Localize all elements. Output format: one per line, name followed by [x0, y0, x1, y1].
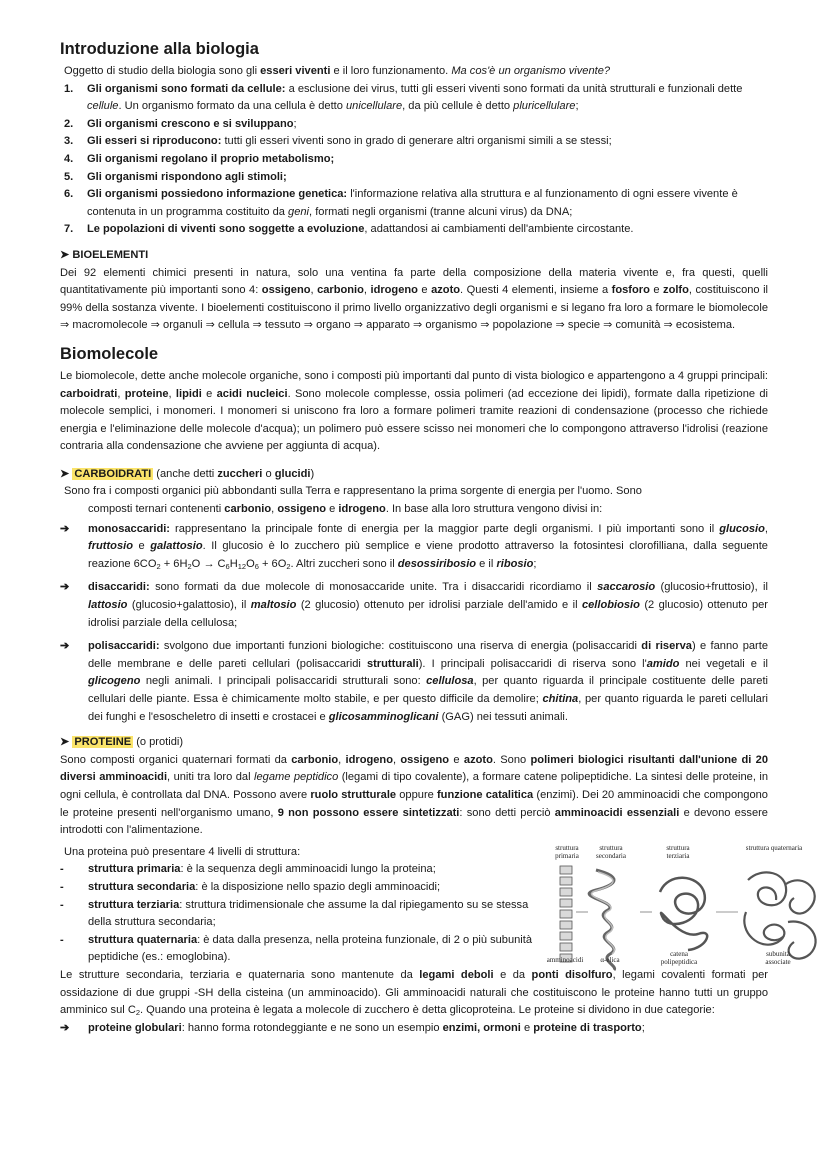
proteine-bonds-paragraph: Le strutture secondaria, terziaria e quaternaria sono mantenute da legami deboli e da ponti disolfuro, legami covalenti formati per ossidazione di due gruppi -SH della cisteina (un amminoacido). Gli amminoacidi naturali che costituiscono le proteine hanno tutti un gruppo amminico sul $C_2$. Quando una proteina è legata a molecole di zucchero è detta glicoproteina. Le proteine si dividono in due categorie: — [60, 968, 769, 1018]
quaternary-subunits — [744, 872, 815, 958]
intro-title: Introduzione alla biologia — [60, 40, 259, 58]
protein-structure-block — [60, 843, 803, 967]
label-quaternary: struttura quaternaria — [745, 843, 803, 852]
biomolecole-title: Biomolecole — [60, 344, 159, 363]
list-item: - struttura secondaria: è la disposizione nello spazio degli amminoacidi; — [60, 880, 441, 893]
list-item: 1. Gli organismi sono formati da cellule: a esclusione dei virus, tutti gli esseri viventi sono formati da unità strutturali e funzionali dette cellule. Un organismo formato da una cellula è detto unicellulare, da più cellule è detto pluricellulare; — [64, 82, 743, 113]
bioelementi-paragraph: Dei 92 elementi chimici presenti in natura, solo una ventina fa parte della composizione della materia vivente e, fra questi, quelli quantitativamente più importanti sono 4: ossigeno, carbonio, idrogeno e azoto. Questi 4 elementi, insieme a fosforo e zolfo, costituiscono il 99% della sostanza vivente. I bioelementi costituiscono il primo livello organizzativo degli organismi e si legano fra loro a formare le biomolecole ⇒ macromolecole ⇒ organuli ⇒ cellula ⇒ tessuto ⇒ organo ⇒ apparato ⇒ organismo ⇒ popolazione ⇒ specie ⇒ comunità ⇒ ecosistema. — [60, 266, 769, 332]
structure-levels-list — [60, 844, 550, 967]
list-item: 4. Gli organismi regolano il proprio metabolismo; — [64, 152, 335, 165]
list-item: 6. Gli organismi possiedono informazione genetica: l'informazione relativa alla struttura e al funzionamento di ogni essere vivente è contenuta in un programma costituito da geni, formati negli organismi (tranne alcuni virus) da DNA; — [64, 188, 738, 218]
bioelementi-heading: ➤ BIOELEMENTI — [60, 248, 149, 261]
label-tertiary: struttura terziaria — [666, 843, 690, 860]
label-chain: catena polipeptidica — [660, 949, 698, 966]
list-item: 2. Gli organismi crescono e si sviluppano; — [64, 117, 297, 130]
biomolecole-paragraph: Le biomolecole, dette anche molecole organiche, sono i composti più importanti dal punto di vista biologico e appartengono a 4 gruppi principali: carboidrati, proteine, lipidi e acidi nucleici. Sono molecole complesse, ossia polimeri (ad eccezione dei lipidi), formate dalla ripetizione di molecole semplici, i monomeri. I monomeri si uniscono fra loro a formare polimeri tramite reazioni di condensazione (processo che richiede energia e l'eliminazione delle molecole d'acqua); un polimero può essere scisso nei monomeri che lo compongono attraverso l'idrolisi (reazione contraria alla condensazione che avviene per aggiunta di acqua). — [60, 369, 768, 453]
proteine-paragraph: Sono composti organici quaternari formati da carbonio, idrogeno, ossigeno e azoto. Sono polimeri biologici risultanti dall'unione di 20 diversi amminoacidi, uniti tra loro dal legame peptidico (legami di tipo covalente), a formare catene polipeptidiche. La sintesi delle proteine, in ogni cellula, è controllata dal DNA. Possono avere ruolo strutturale oppure funzione catalitica (enzimi). Dei 20 amminoacidi che compongono le proteine presenti nell'organismo umano, 9 non possono essere sintetizzati: sono detti perciò amminoacidi essenziali e devono essere introdotti con l'alimentazione. — [60, 753, 769, 837]
list-item: 5. Gli organismi rispondono agli stimoli; — [64, 170, 287, 183]
carboidrati-heading: ➤ CARBOIDRATI (anche detti zuccheri o glucidi) — [60, 467, 315, 480]
list-item: - struttura quaternaria: è data dalla presenza, nella proteina funzionale, di 2 o più subunità peptidiche (es.: emoglobina). — [60, 933, 533, 964]
traits-list — [60, 81, 768, 239]
carboidrati-intro: Sono fra i composti organici più abbondanti sulla Terra e rappresentano la prima sorgente di energia per l'uomo. Sono — [64, 485, 642, 498]
list-item: 7. Le popolazioni di viventi sono soggette a evoluzione, adattandosi ai cambiamenti dell'ambiente circostante. — [64, 223, 634, 236]
label-subunits: subunità associate — [765, 949, 791, 966]
list-item: - struttura terziaria: struttura tridimensionale che assume la dal ripiegamento su se stessa della struttura secondaria; — [60, 898, 529, 929]
globular-proteins-item: ➔ proteine globulari: hanno forma rotondeggiante e ne sono un esempio enzimi, ormoni e proteine di trasporto; — [60, 1021, 645, 1034]
primary-chain — [560, 866, 572, 962]
label-secondary: struttura secondaria — [596, 843, 626, 860]
list-item: - struttura primaria: è la sequenza degli amminoacidi lungo la proteina; — [60, 863, 436, 876]
polisaccaridi-item: ➔ polisaccaridi: svolgono due importanti funzioni biologiche: costituiscono una riserva di energia (polisaccaridi di riserva) e fanno parte delle membrane e delle pareti cellulari (polisaccaridi strutturali). I principali polisaccaridi di riserva sono l'amido nei vegetali e il glicogeno negli animali. I principali polisaccaridi strutturali sono: cellulosa, per quanto riguarda il principale costituente delle pareti cellulari delle piante. Essa è chimicamente molto stabile, e per questo difficile da demolire; chitina, per quanto riguarda le pareti cellulari dei funghi e l'esoscheletro di insetti e crostacei e glicosamminoglicani (GAG) nei tessuti animali. — [60, 640, 768, 723]
label-helix: α-elica — [600, 955, 620, 964]
levels-intro: Una proteina può presentare 4 livelli di struttura: — [64, 845, 301, 858]
proteine-heading: ➤ PROTEINE (o protidi) — [60, 736, 184, 749]
disaccaridi-item: ➔ disaccaridi: sono formati da due molecole di monosaccaride unite. Tra i disaccaridi ricordiamo il saccarosio (glucosio+fruttosio), il lattosio (glucosio+galattosio), il maltosio (2 glucosio) ottenuto per idrolisi parziale dell'amido e il cellobiosio (2 glucosio) ottenuto per idrolisi parziale della cellulosa; — [60, 581, 768, 629]
carboidrati-intro-cont: composti ternari contenenti carbonio, ossigeno e idrogeno. In base alla loro struttura vengono divisi in: — [88, 503, 603, 516]
tertiary-fold — [660, 877, 707, 949]
intro-lead: Oggetto di studio della biologia sono gli esseri viventi e il loro funzionamento. Ma cos'è un organismo vivente? — [64, 65, 611, 77]
list-item: 3. Gli esseri si riproducono: tutti gli esseri viventi sono in grado di generare altri organismi simili a se stessi; — [64, 135, 612, 148]
label-aminoacids: amminoacidi — [546, 955, 584, 964]
monosaccaridi-item: ➔ monosaccaridi: rappresentano la principale fonte di energia per la maggior parte degli organismi. I più importanti sono il glucosio, fruttosio e galattosio. Il glucosio è lo zucchero più semplice e viene prodotto attraverso la fotosintesi clorofilliana, dalla seguente reazione $6CO_2 + 6H_2O \to C_6H_{12}O_6 + 6O_2$. Altri zuccheri sono il desossiribosio e il ribosio; — [60, 522, 768, 571]
protein-structure-figure — [548, 844, 828, 976]
label-primary: struttura primaria — [555, 843, 579, 860]
